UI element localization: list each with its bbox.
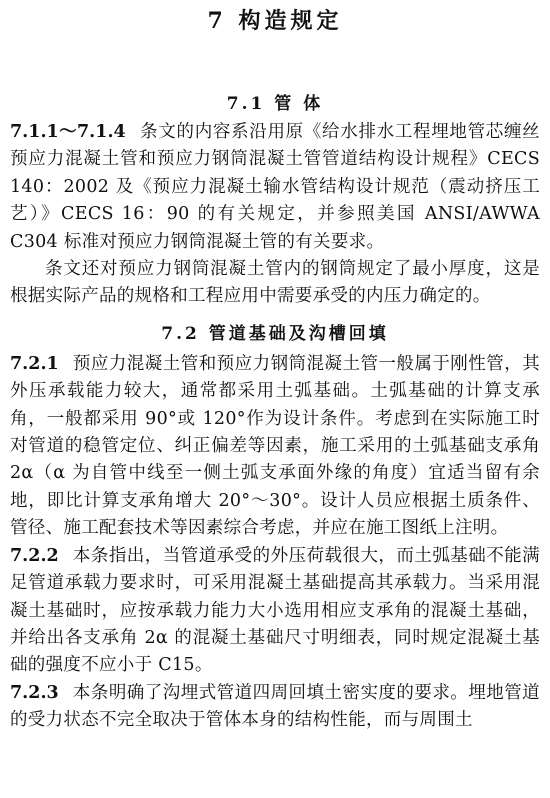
- steel-cylinder-paragraph: 条文还对预应力钢筒混凝土管内的钢筒规定了最小厚度，这是根据实际产品的规格和工程应用中需要承受的内压力确定的。: [10, 259, 540, 307]
- chapter-title: 7 构造规定: [207, 8, 343, 34]
- section-7-2-title: 7.2 管道基础及沟槽回填: [161, 323, 389, 344]
- clause-number: 7.2.1: [10, 353, 59, 374]
- clause-number: 7.2.3: [10, 682, 59, 703]
- section-7-1-title: 7.1 管 体: [226, 94, 324, 114]
- clause-7-2-1-paragraph: [10, 351, 540, 543]
- clause-text: 条文的内容系沿用原《给水排水工程埋地管芯缠丝预应力混凝土管和预应力钢筒混凝土管管道结构设计规程》CECS 140：2002 及《预应力混凝土输水管结构设计规范（震动挤压工艺）》CECS 16：90 的有关规定，并参照美国 ANSI/AWWA C304 标准对预应力钢筒混凝土管的有关要求。: [10, 122, 540, 252]
- clause-7-2-2-paragraph: [10, 543, 540, 680]
- clause-number: 7.2.2: [10, 545, 59, 566]
- clause-7-2-3-paragraph: [10, 680, 540, 735]
- clause-text: 本条指出，当管道承受的外压荷载很大，而土弧基础不能满足管道承载力要求时，可采用混凝土基础提高其承载力。当采用混凝土基础时，应按承载力能力大小选用相应支承角的混凝土基础，并给出各支承角 2α 的混凝土基础尺寸明细表，同时规定混凝土基础的强度不应小于 C15。: [10, 545, 540, 676]
- clause-text: 预应力混凝土管和预应力钢筒混凝土管一般属于刚性管，其外压承载能力较大，通常都采用土弧基础。土弧基础的计算支承角，一般都采用 90°或 120°作为设计条件。考虑到在实际施工时对管道的稳管定位、纠正偏差等因素，施工采用的土弧基础支承角 2α（α 为自管中线至一侧土弧支承面外缘的角度）宜适当留有余地，即比计算支承角增大 20°～30°。设计人员应根据土质条件、管径、施工配套技术等因素综合考虑，并应在施工图纸上注明。: [10, 353, 540, 539]
- clause-7-1-1-paragraph: [10, 119, 540, 256]
- section-7-2-body: [10, 351, 540, 735]
- section-7-1-body: [10, 119, 540, 311]
- clause-text: 本条明确了沟埋式管道四周回填土密实度的要求。埋地管道的受力状态不完全取决于管体本身的结构性能，而与周围土: [10, 682, 540, 731]
- clause-number: 7.1.1～7.1.4: [10, 122, 126, 142]
